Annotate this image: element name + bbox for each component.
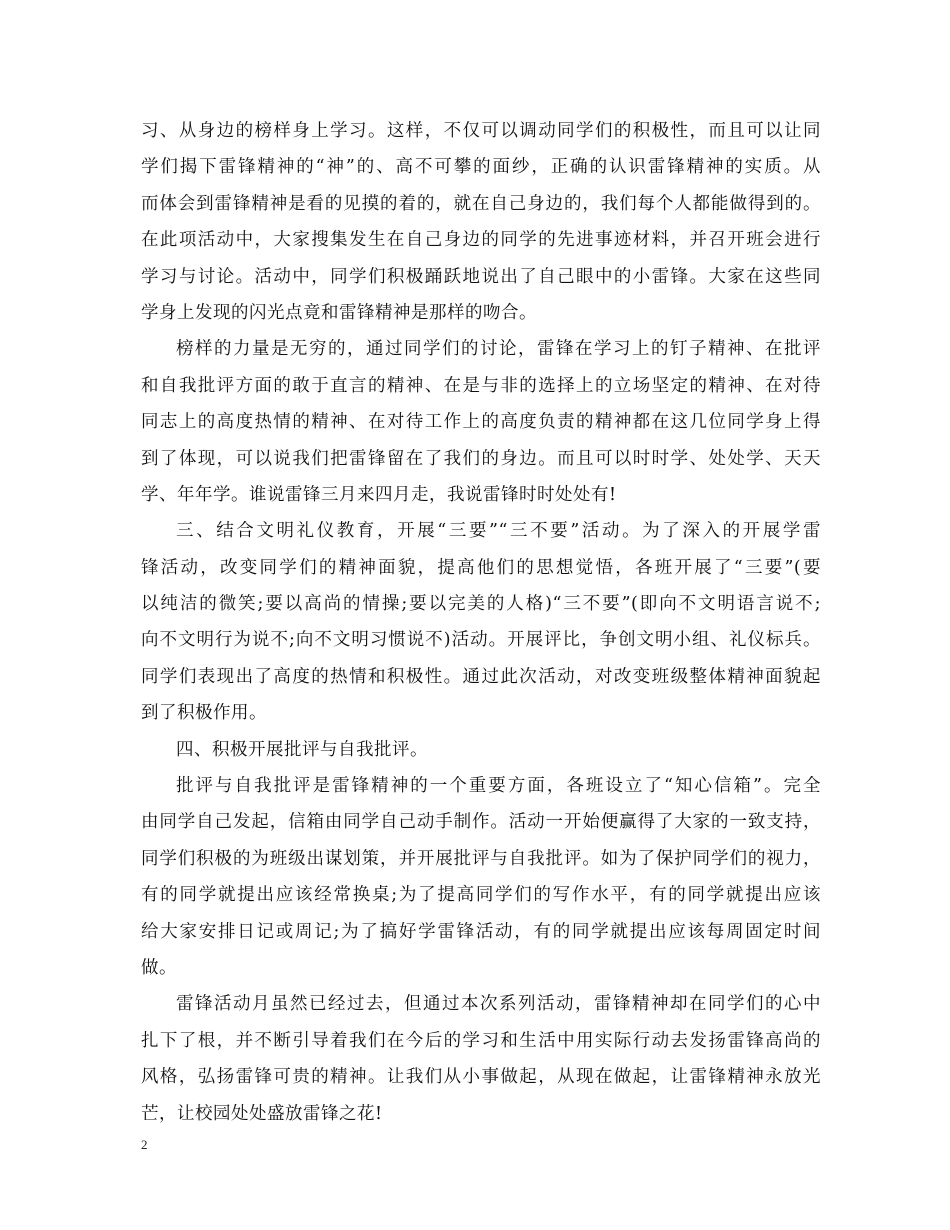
text-line: 雷锋活动月虽然已经过去，但通过本次系列活动，雷锋精神却在同学们的心中 <box>176 994 821 1015</box>
paragraph <box>141 331 821 513</box>
text-line: 以纯洁的微笑;要以高尚的情操;要以完美的人格)“三不要”(即向不文明语言说不; <box>141 594 821 615</box>
text-line: 扎下了根，并不断引导着我们在今后的学习和生活中用实际行动去发扬雷锋高尚的 <box>141 1030 821 1051</box>
section-heading <box>141 732 821 768</box>
text-line: 榜样的力量是无穷的，通过同学们的讨论，雷锋在学习上的钉子精神、在批评 <box>176 339 821 360</box>
text-line: 同志上的高度热情的精神、在对待工作上的高度负责的精神都在这几位同学身上得 <box>141 412 821 433</box>
text-line: 芒，让校园处处盛放雷锋之花! <box>141 1103 383 1124</box>
text-line: 风格，弘扬雷锋可贵的精神。让我们从小事做起，从现在做起，让雷锋精神永放光 <box>141 1067 821 1088</box>
text-line: 在此项活动中，大家搜集发生在自己身边的同学的先进事迹材料，并召开班会进行 <box>141 230 821 251</box>
paragraph <box>141 986 821 1132</box>
text-line: 学们揭下雷锋精神的“神”的、高不可攀的面纱，正确的认识雷锋精神的实质。从 <box>141 157 821 178</box>
paragraph <box>141 513 821 731</box>
paragraph <box>141 768 821 986</box>
text-line: 向不文明行为说不;向不文明习惯说不)活动。开展评比，争创文明小组、礼仪标兵。 <box>141 630 821 651</box>
text-line: 由同学自己发起，信箱由同学自己动手制作。活动一开始便赢得了大家的一致支持， <box>141 812 821 833</box>
text-line: 同学们积极的为班级出谋划策，并开展批评与自我批评。如为了保护同学们的视力， <box>141 848 821 869</box>
text-line: 三、结合文明礼仪教育，开展“三要”“三不要”活动。为了深入的开展学雷 <box>176 521 821 542</box>
text-line: 有的同学就提出应该经常换桌;为了提高同学们的写作水平，有的同学就提出应该 <box>141 885 821 906</box>
text-line: 锋活动，改变同学们的精神面貌，提高他们的思想觉悟，各班开展了“三要”(要 <box>141 557 821 578</box>
text-line: 和自我批评方面的敢于直言的精神、在是与非的选择上的立场坚定的精神、在对待 <box>141 375 821 396</box>
text-line: 到了体现，可以说我们把雷锋留在了我们的身边。而且可以时时学、处处学、天天 <box>141 448 821 469</box>
text-line: 批评与自我批评是雷锋精神的一个重要方面，各班设立了“知心信箱”。完全 <box>176 776 821 797</box>
text-line: 学习与讨论。活动中，同学们积极踊跃地说出了自己眼中的小雷锋。大家在这些同 <box>141 266 821 287</box>
text-line: 习、从身边的榜样身上学习。这样，不仅可以调动同学们的积极性，而且可以让同 <box>141 121 821 141</box>
text-line: 而体会到雷锋精神是看的见摸的着的，就在自己身边的，我们每个人都能做得到的。 <box>141 193 821 214</box>
text-line: 四、积极开展批评与自我批评。 <box>176 739 428 760</box>
text-line: 同学们表现出了高度的热情和积极性。通过此次活动，对改变班级整体精神面貌起 <box>141 666 821 687</box>
text-line: 给大家安排日记或周记;为了搞好学雷锋活动，有的同学就提出应该每周固定时间 <box>141 921 821 942</box>
text-line: 做。 <box>141 957 177 978</box>
text-line: 学身上发现的闪光点竟和雷锋精神是那样的吻合。 <box>141 302 537 323</box>
text-line: 学、年年学。谁说雷锋三月来四月走，我说雷锋时时处处有! <box>141 484 617 505</box>
document-body <box>141 113 821 1132</box>
text-line: 到了积极作用。 <box>141 703 267 724</box>
paragraph <box>141 113 821 331</box>
page-number: 2 <box>141 1137 148 1152</box>
